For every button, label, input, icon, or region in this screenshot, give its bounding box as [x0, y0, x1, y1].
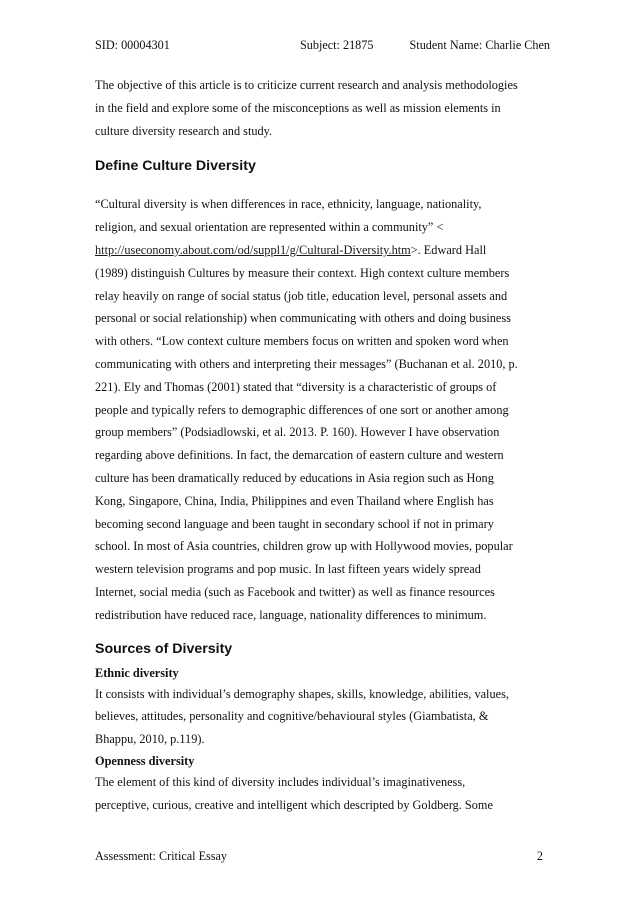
- link-suffix: >. Edward Hall: [410, 242, 487, 257]
- text-line: regarding above definitions. In fact, the demarcation of eastern culture and western: [95, 448, 504, 463]
- citation-link[interactable]: http://useconomy.about.com/od/suppl1/g/Cultural-Diversity.htm: [95, 242, 411, 257]
- text-line: religion, and sexual orientation are represented within a community” <: [95, 220, 444, 235]
- text-line: The element of this kind of diversity includes individual’s imaginativeness,: [95, 775, 466, 790]
- text-line: (1989) distinguish Cultures by measure their context. High context culture members: [95, 265, 510, 280]
- text-line: school. In most of Asia countries, children grow up with Hollywood movies, popular: [95, 539, 513, 554]
- document-body: [95, 74, 557, 816]
- page-header: [95, 38, 550, 56]
- text-line: people and typically refers to demographic differences of one sort or another among: [95, 402, 509, 417]
- header-student-name: Student Name: Charlie Chen: [409, 38, 550, 52]
- text-line: personal or social relationship) when communicating with others and doing business: [95, 311, 511, 326]
- ethnic-diversity-paragraph: [95, 683, 557, 751]
- text-line: Kong, Singapore, China, India, Philippines and even Thailand where English has: [95, 493, 494, 508]
- text-line: culture has been dramatically reduced by educations in Asia region such as Hong: [95, 470, 494, 485]
- text-line: “Cultural diversity is when differences in race, ethnicity, language, nationality,: [95, 197, 482, 212]
- header-subject: Subject: 21875: [300, 38, 374, 52]
- subheading-ethnic-diversity: Ethnic diversity: [95, 665, 179, 680]
- text-line: The objective of this article is to criticize current research and analysis methodologies: [95, 78, 518, 92]
- text-line: redistribution have reduced race, language, nationality differences to minimum.: [95, 607, 487, 622]
- text-line: believes, attitudes, personality and cognitive/behavioural styles (Giambatista, &: [95, 709, 489, 724]
- text-line: Bhappu, 2010, p.119).: [95, 731, 205, 746]
- section-heading-define-culture-diversity: Define Culture Diversity: [95, 158, 256, 175]
- page-number: 2: [536, 849, 543, 863]
- text-line: Internet, social media (such as Facebook and twitter) as well as finance resources: [95, 584, 495, 599]
- text-line: 221). Ely and Thomas (2001) stated that “diversity is a characteristic of groups of: [95, 379, 497, 394]
- text-line: It consists with individual’s demography shapes, skills, knowledge, abilities, values,: [95, 686, 509, 701]
- header-sid: SID: 00004301: [95, 38, 170, 52]
- text-line: communicating with others and interpreting their messages” (Buchanan et al. 2010, p.: [95, 356, 518, 371]
- text-line: becoming second language and been taught in secondary school if not in primary: [95, 516, 494, 531]
- text-line: relay heavily on range of social status (job title, education level, personal assets and: [95, 288, 508, 303]
- footer-label: Assessment: Critical Essay: [95, 849, 228, 863]
- define-paragraph: [95, 193, 557, 626]
- text-line: western television programs and pop music. In last fifteen years widely spread: [95, 562, 481, 577]
- intro-paragraph: [95, 74, 557, 142]
- text-line: culture diversity research and study.: [95, 123, 273, 138]
- text-line: group members” (Podsiadlowski, et al. 2013. P. 160). However I have observation: [95, 425, 500, 440]
- text-line-with-link: [95, 239, 557, 262]
- section-heading-sources-of-diversity: Sources of Diversity: [95, 640, 233, 657]
- text-line: in the field and explore some of the misconceptions as well as mission elements in: [95, 100, 501, 115]
- text-line: perceptive, curious, creative and intelligent which descripted by Goldberg. Some: [95, 797, 493, 812]
- text-line: with others. “Low context culture members focus on written and spoken word when: [95, 334, 509, 349]
- subheading-openness-diversity: Openness diversity: [95, 754, 195, 769]
- openness-diversity-paragraph: [95, 771, 557, 816]
